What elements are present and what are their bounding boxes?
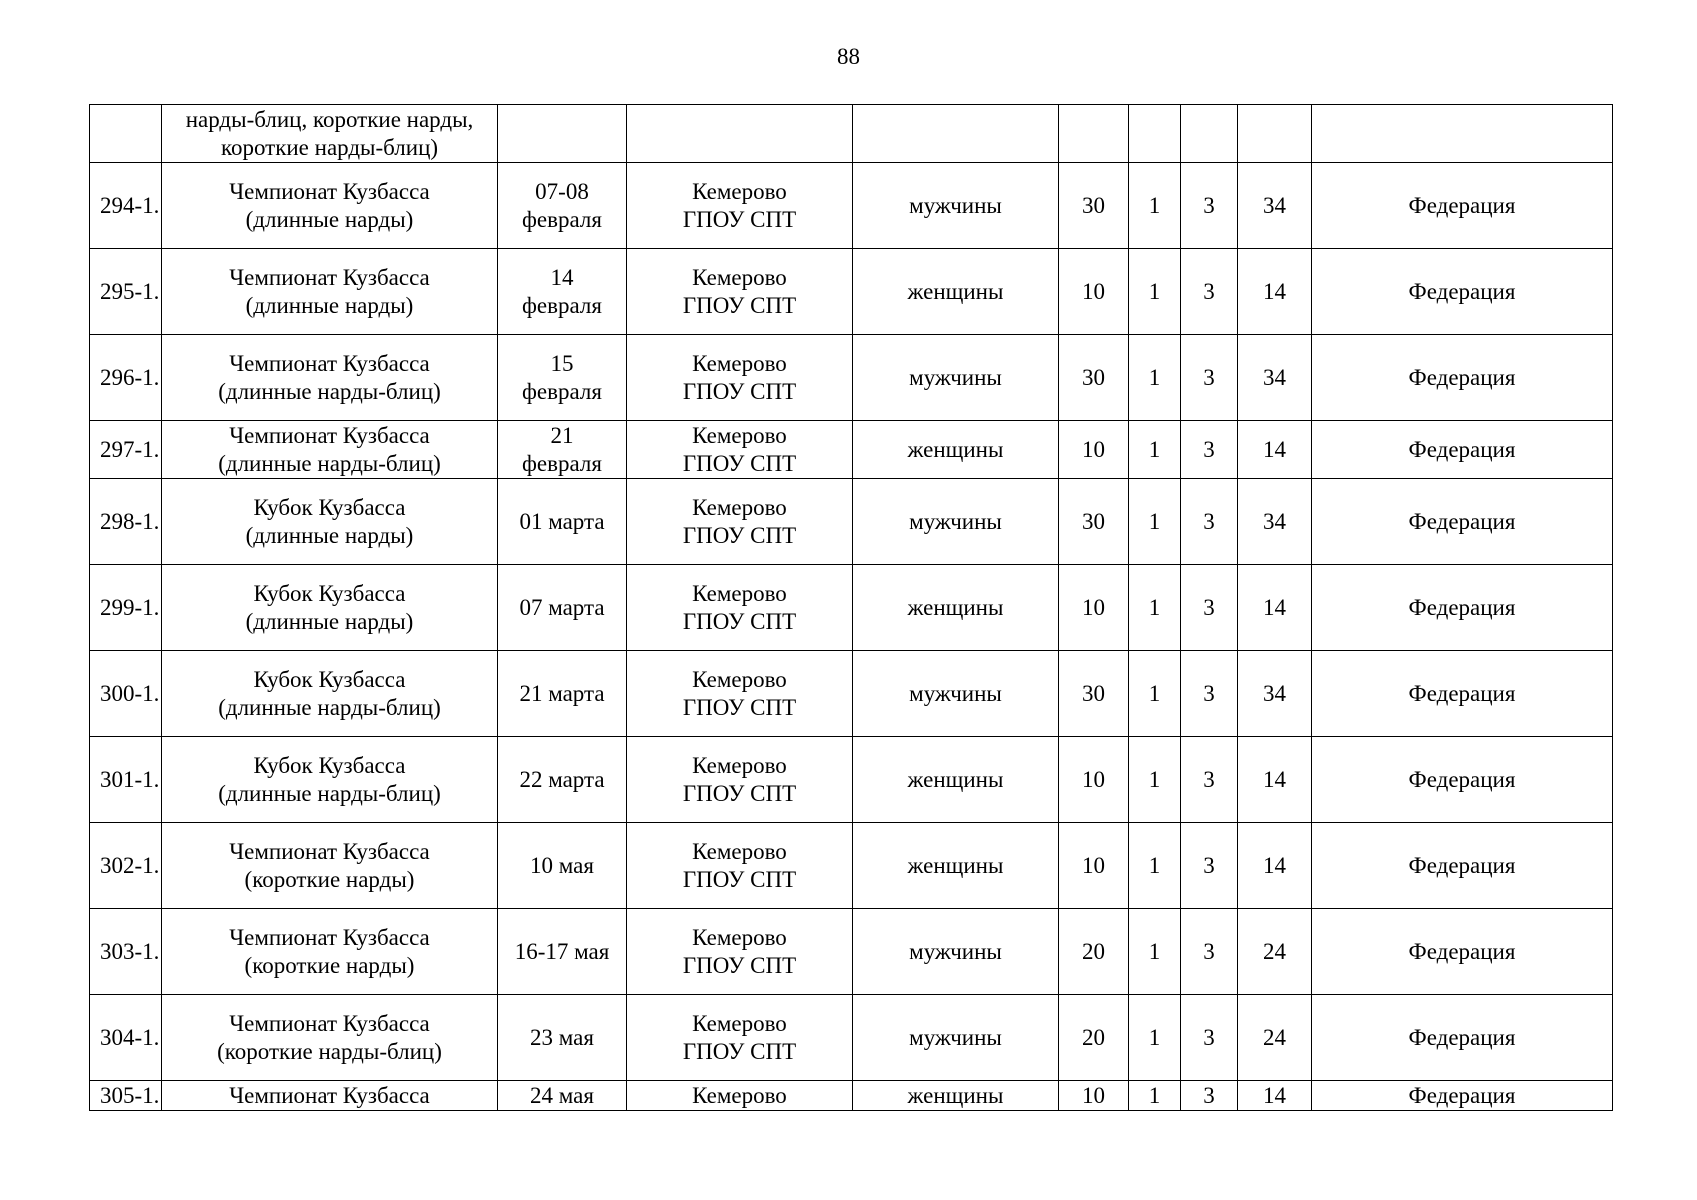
total-count-cell: 24 (1238, 995, 1312, 1081)
participant-gender-cell: мужчины (853, 479, 1059, 565)
participant-gender-cell: мужчины (853, 909, 1059, 995)
coaches-count-cell: 3 (1181, 249, 1238, 335)
event-date-cell: 21 февраля (498, 421, 627, 479)
coaches-count-cell: 3 (1181, 995, 1238, 1081)
coaches-count-cell: 3 (1181, 421, 1238, 479)
total-count-cell: 14 (1238, 737, 1312, 823)
participants-count-cell: 20 (1059, 909, 1129, 995)
judges-count-cell: 1 (1129, 163, 1181, 249)
judges-count-cell: 1 (1129, 421, 1181, 479)
event-place-cell: Кемерово ГПОУ СПТ (627, 651, 853, 737)
total-count-cell: 34 (1238, 479, 1312, 565)
table-row (90, 249, 1613, 335)
judges-count-cell: 1 (1129, 249, 1181, 335)
table-row (90, 479, 1613, 565)
participants-count-cell (1059, 105, 1129, 163)
coaches-count-cell: 3 (1181, 823, 1238, 909)
total-count-cell: 14 (1238, 823, 1312, 909)
coaches-count-cell: 3 (1181, 737, 1238, 823)
participant-gender-cell: мужчины (853, 651, 1059, 737)
event-date-cell: 14 февраля (498, 249, 627, 335)
total-count-cell: 14 (1238, 1081, 1312, 1111)
participant-gender-cell: женщины (853, 823, 1059, 909)
event-date-cell: 22 марта (498, 737, 627, 823)
total-count-cell: 14 (1238, 249, 1312, 335)
table-row (90, 1081, 1613, 1111)
event-name-cell: Кубок Кузбасса (длинные нарды) (162, 565, 498, 651)
participants-count-cell: 10 (1059, 421, 1129, 479)
judges-count-cell: 1 (1129, 995, 1181, 1081)
participants-count-cell: 10 (1059, 565, 1129, 651)
total-count-cell: 34 (1238, 335, 1312, 421)
event-name-cell: Кубок Кузбасса (длинные нарды-блиц) (162, 737, 498, 823)
participant-gender-cell: женщины (853, 1081, 1059, 1111)
participant-gender-cell: женщины (853, 737, 1059, 823)
table-row (90, 163, 1613, 249)
participant-gender-cell: мужчины (853, 163, 1059, 249)
table-row (90, 995, 1613, 1081)
event-place-cell: Кемерово ГПОУ СПТ (627, 249, 853, 335)
event-date-cell: 07 марта (498, 565, 627, 651)
event-date-cell: 16-17 мая (498, 909, 627, 995)
participant-gender-cell (853, 105, 1059, 163)
table-row (90, 909, 1613, 995)
participants-count-cell: 30 (1059, 651, 1129, 737)
event-name-cell: Чемпионат Кузбасса (длинные нарды) (162, 163, 498, 249)
organizer-cell: Федерация (1312, 737, 1613, 823)
table-row (90, 335, 1613, 421)
event-name-cell: Кубок Кузбасса (длинные нарды-блиц) (162, 651, 498, 737)
coaches-count-cell: 3 (1181, 565, 1238, 651)
judges-count-cell: 1 (1129, 479, 1181, 565)
participants-count-cell: 10 (1059, 737, 1129, 823)
participants-count-cell: 30 (1059, 163, 1129, 249)
event-number-cell: 300-1. (90, 651, 162, 737)
event-date-cell: 15 февраля (498, 335, 627, 421)
organizer-cell (1312, 105, 1613, 163)
judges-count-cell: 1 (1129, 1081, 1181, 1111)
event-name-cell: Кубок Кузбасса (длинные нарды) (162, 479, 498, 565)
organizer-cell: Федерация (1312, 421, 1613, 479)
event-place-cell: Кемерово ГПОУ СПТ (627, 909, 853, 995)
coaches-count-cell: 3 (1181, 909, 1238, 995)
event-date-cell: 07-08 февраля (498, 163, 627, 249)
table-row (90, 737, 1613, 823)
event-date-cell: 24 мая (498, 1081, 627, 1111)
participants-count-cell: 30 (1059, 479, 1129, 565)
event-name-cell: Чемпионат Кузбасса (короткие нарды-блиц) (162, 995, 498, 1081)
schedule-table (89, 104, 1613, 1111)
judges-count-cell: 1 (1129, 909, 1181, 995)
table-row (90, 421, 1613, 479)
organizer-cell: Федерация (1312, 565, 1613, 651)
event-number-cell: 297-1. (90, 421, 162, 479)
page-number: 88 (837, 44, 860, 69)
participant-gender-cell: женщины (853, 565, 1059, 651)
participants-count-cell: 10 (1059, 249, 1129, 335)
schedule-rows (90, 105, 1613, 1111)
coaches-count-cell: 3 (1181, 651, 1238, 737)
coaches-count-cell: 3 (1181, 163, 1238, 249)
total-count-cell: 14 (1238, 421, 1312, 479)
event-number-cell: 304-1. (90, 995, 162, 1081)
coaches-count-cell: 3 (1181, 335, 1238, 421)
table-row (90, 565, 1613, 651)
event-number-cell: 305-1. (90, 1081, 162, 1111)
event-name-cell: Чемпионат Кузбасса (длинные нарды) (162, 249, 498, 335)
event-place-cell: Кемерово ГПОУ СПТ (627, 421, 853, 479)
event-number-cell: 296-1. (90, 335, 162, 421)
total-count-cell: 14 (1238, 565, 1312, 651)
judges-count-cell (1129, 105, 1181, 163)
event-place-cell: Кемерово ГПОУ СПТ (627, 163, 853, 249)
total-count-cell: 34 (1238, 651, 1312, 737)
event-number-cell: 302-1. (90, 823, 162, 909)
event-name-cell: Чемпионат Кузбасса (короткие нарды) (162, 823, 498, 909)
event-date-cell (498, 105, 627, 163)
event-date-cell: 23 мая (498, 995, 627, 1081)
event-name-cell: Чемпионат Кузбасса (длинные нарды-блиц) (162, 421, 498, 479)
event-place-cell: Кемерово ГПОУ СПТ (627, 737, 853, 823)
participants-count-cell: 10 (1059, 1081, 1129, 1111)
organizer-cell: Федерация (1312, 249, 1613, 335)
participants-count-cell: 30 (1059, 335, 1129, 421)
judges-count-cell: 1 (1129, 565, 1181, 651)
participant-gender-cell: мужчины (853, 995, 1059, 1081)
event-number-cell: 294-1. (90, 163, 162, 249)
event-place-cell (627, 105, 853, 163)
judges-count-cell: 1 (1129, 335, 1181, 421)
event-date-cell: 01 марта (498, 479, 627, 565)
organizer-cell: Федерация (1312, 909, 1613, 995)
participants-count-cell: 20 (1059, 995, 1129, 1081)
event-date-cell: 10 мая (498, 823, 627, 909)
organizer-cell: Федерация (1312, 479, 1613, 565)
organizer-cell: Федерация (1312, 995, 1613, 1081)
table-row (90, 823, 1613, 909)
table-row (90, 105, 1613, 163)
event-number-cell: 303-1. (90, 909, 162, 995)
total-count-cell: 34 (1238, 163, 1312, 249)
event-place-cell: Кемерово ГПОУ СПТ (627, 995, 853, 1081)
event-place-cell: Кемерово ГПОУ СПТ (627, 479, 853, 565)
event-number-cell: 295-1. (90, 249, 162, 335)
event-date-cell: 21 марта (498, 651, 627, 737)
event-place-cell: Кемерово ГПОУ СПТ (627, 823, 853, 909)
coaches-count-cell (1181, 105, 1238, 163)
event-name-cell: Чемпионат Кузбасса (162, 1081, 498, 1111)
judges-count-cell: 1 (1129, 737, 1181, 823)
table-row (90, 651, 1613, 737)
total-count-cell (1238, 105, 1312, 163)
participant-gender-cell: женщины (853, 421, 1059, 479)
event-number-cell: 298-1. (90, 479, 162, 565)
event-number-cell: 299-1. (90, 565, 162, 651)
coaches-count-cell: 3 (1181, 1081, 1238, 1111)
event-name-cell: Чемпионат Кузбасса (длинные нарды-блиц) (162, 335, 498, 421)
event-number-cell: 301-1. (90, 737, 162, 823)
judges-count-cell: 1 (1129, 823, 1181, 909)
participant-gender-cell: мужчины (853, 335, 1059, 421)
participant-gender-cell: женщины (853, 249, 1059, 335)
event-place-cell: Кемерово ГПОУ СПТ (627, 335, 853, 421)
organizer-cell: Федерация (1312, 823, 1613, 909)
event-number-cell (90, 105, 162, 163)
organizer-cell: Федерация (1312, 163, 1613, 249)
participants-count-cell: 10 (1059, 823, 1129, 909)
event-name-cell: Чемпионат Кузбасса (короткие нарды) (162, 909, 498, 995)
event-place-cell: Кемерово (627, 1081, 853, 1111)
organizer-cell: Федерация (1312, 1081, 1613, 1111)
total-count-cell: 24 (1238, 909, 1312, 995)
event-place-cell: Кемерово ГПОУ СПТ (627, 565, 853, 651)
organizer-cell: Федерация (1312, 335, 1613, 421)
event-name-cell: нарды-блиц, короткие нарды, короткие нарды-блиц) (162, 105, 498, 163)
organizer-cell: Федерация (1312, 651, 1613, 737)
judges-count-cell: 1 (1129, 651, 1181, 737)
coaches-count-cell: 3 (1181, 479, 1238, 565)
